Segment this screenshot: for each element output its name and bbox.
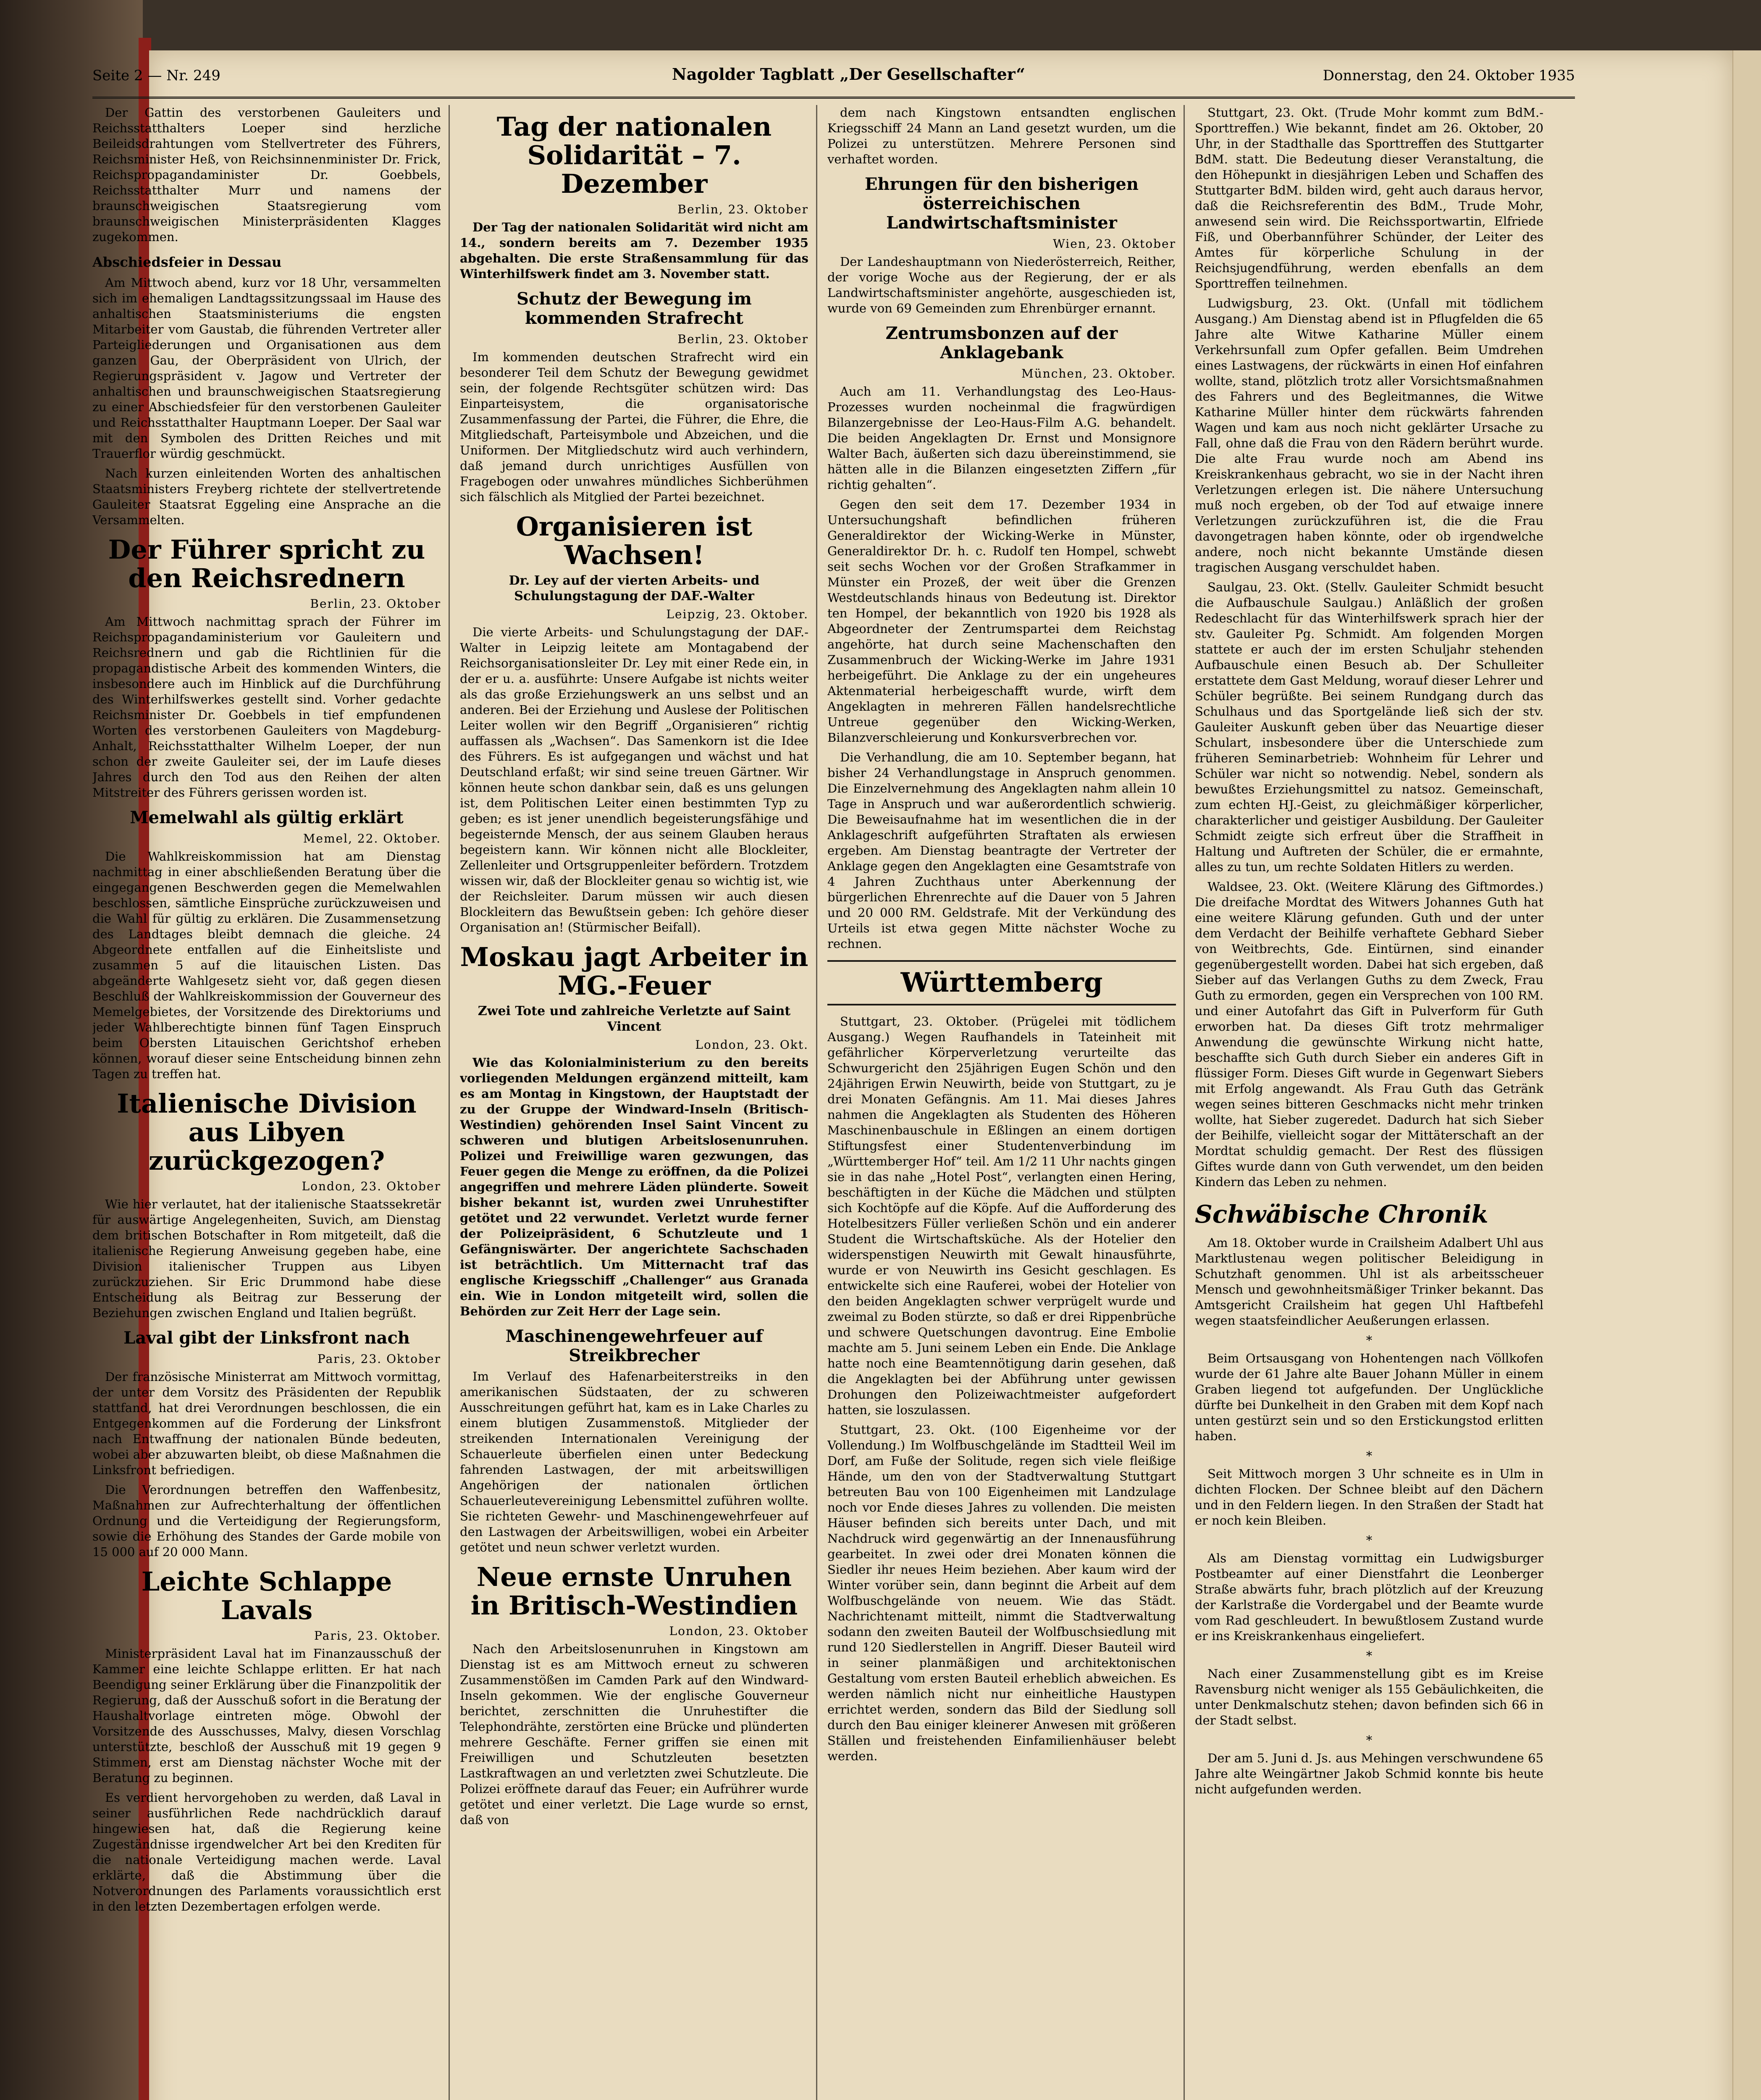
article-text: Ministerpräsident Laval hat im Finanzausschuß der Kammer eine leichte Schlappe erlitten. Er hat nach Beendigung seiner Erklärung über die Finanzpolitik der Regierung, daß der Ausschuß sofort in die Beratung der Haushaltvorlage eintreten möge. Obwohl der Vorsitzende des Ausschusses, Malvy, diesen Vorschlag unterstützte, beschloß der Ausschuß mit 19 gegen 9 Stimmen, erst am Dienstag nächster Woche mit der Beratung zu beginnen. (92, 1646, 441, 1785)
article-headline: Laval gibt der Linksfront nach (123, 1328, 410, 1348)
separator: * (1366, 1648, 1373, 1663)
article-text: Nach kurzen einleitenden Worten des anhaltischen Staatsministers Freyberg richtete der stellvertretende Gauleiter Staatsrat Eggeling eine Ansprache an die Versammelten. (92, 466, 441, 527)
dateline: Berlin, 23. Oktober (677, 332, 808, 346)
article-text: Gegen den seit dem 17. Dezember 1934 in Untersuchungshaft befindlichen früheren Generaldirektor der Wicking-Werke in Münster, Generaldirektor Dr. h. c. Rudolf ten Hompel, schwebt seit sechs Wochen vor der Großen Strafkammer in Münster ein Prozeß, der weit über die Grenzen Westdeutschlands hinaus von Bedeutung ist. Direktor ten Hompel, der bekanntlich von 1920 bis 1928 als Abgeordneter der Zentrumspartei dem Reichstag angehörte, hat durch seine Machenschaften den Zusammenbruch der Wicking-Werke im Jahre 1931 herbeigeführt. Die Anklage zu der ein ungeheures Aktenmaterial herbeigeschafft wurde, wirft dem Angeklagten in mehreren Fällen handelsrechtliche Untreue gegenüber den Wicking-Werken, Bilanzverschleierung und Konkursverbrechen vor. (827, 497, 1176, 745)
article-subheadline: Dr. Ley auf der vierten Arbeits- und Schulungstagung der DAF.-Walter (509, 573, 760, 604)
chronik-item: Als am Dienstag vormittag ein Ludwigsburger Postbeamter auf einer Dienstfahrt die Leonberger Straße abwärts fuhr, brach plötzlich auf der Kreuzung der Karlstraße die Vordergabel und der Beamte wurde vom Rad geschleudert. In bewußtlosem Zustand wurde er ins Kreiskrankenhaus eingeliefert. (1195, 1551, 1543, 1643)
chronik-item: Am 18. Oktober wurde in Crailsheim Adalbert Uhl aus Marktlustenau wegen politischer Beleidigung in Schutzhaft genommen. Uhl ist als arbeitsscheuer Mensch und gewohnheitsmäßiger Trinker bekannt. Das Amtsgericht Crailsheim hat gegen Uhl Haftbefehl wegen staatsfeindlicher Aeußerungen erlassen. (1195, 1236, 1543, 1328)
column-rule (1184, 105, 1185, 2100)
article-text: Stuttgart, 23. Okt. (100 Eigenheime vor der Vollendung.) Im Wolfbuschgelände im Stadtteil Weil im Dorf, am Fuße der Solitude, regen sich viele fleißige Hände, um den von der Stadtverwaltung Stuttgart betreuten Bau von 100 Eigenheimen mit Landzulage noch vor Ende dieses Jahres zu vollenden. Die meisten Häuser befinden sich bereits unter Dach, und mit Nachdruck wird gegenwärtig an der Innenausführung gearbeitet. In zwei oder drei Monaten können die Siedler ihr neues Heim beziehen. Aber kaum wird der Winter vorüber sein, dann beginnt die Arbeit auf dem Wolfbuschgelände von neuem. Wie das Städt. Nachrichtenamt mitteilt, nimmt die Stadtverwaltung sodann den zweiten Bauteil der Wolfbuschsiedlung mit rund 120 Siedlerstellen in Angriff. Dieser Bauteil wird in seiner planmäßigen und architektonischen Gestaltung vom ersten Bauteil erheblich abweichen. Es werden nämlich nicht nur einheitliche Haustypen errichtet werden, sondern das Bild der Siedlung soll durch den Bau einiger kleinerer Anwesen mit größeren Ställen und freistehenden Einfamilienhäuser belebt werden. (827, 1423, 1176, 1763)
article-headline: Moskau jagt Arbeiter in MG.-Feuer (460, 942, 808, 1001)
page-number: Seite 2 — Nr. 249 (92, 67, 220, 84)
dateline: London, 23. Okt. (695, 1038, 808, 1052)
article-headline: Zentrumsbonzen auf der Anklagebank (885, 323, 1118, 362)
dateline: Leipzig, 23. Oktober. (666, 607, 808, 621)
article-text: Der Gattin des verstorbenen Gauleiters und Reichsstatthalters Loeper sind herzliche Beileidsdrahtungen vom Stellvertreter des Führers, Reichsminister Heß, von Reichsinnenminister Dr. Frick, Reichspropagandaminister Dr. Goebbels, Reichsstatthalter Murr und namens der braunschweigischen Staatsregierung vom braunschweigischen Ministerpräsidenten Klagges zugekommen. (92, 105, 441, 244)
separator: * (1366, 1449, 1373, 1463)
chronik-item: Der am 5. Juni d. Js. aus Mehingen verschwundene 65 Jahre alte Weingärtner Jakob Schmid konnte bis heute nicht aufgefunden werden. (1195, 1751, 1543, 1796)
article-text: Waldsee, 23. Okt. (Weitere Klärung des Giftmordes.) Die dreifache Mordtat des Witwers Johannes Guth hat eine weitere Klärung gefunden. Guth und der unter dem Verdacht der Beihilfe verhaftete Gebhard Sieber von Weitbrechts, Gde. Eintürnen, sind einander gegenübergestellt worden. Dabei hat sich ergeben, daß Sieber auf das Verlangen Guths zu dem Zweck, Frau Guth zu ermorden, gegen ein Versprechen von 100 RM. und einer Autofahrt das Gift in Pulverform für Guth erworben hat. Da dieses Gift trotz mehrmaliger Anwendung die gewünschte Wirkung nicht hatte, beschaffte sich Guth durch Sieber ein anderes Gift in flüssiger Form. Dieses Gift wurde in Gegenwart Siebers mit Erfolg angewandt. Als Frau Guth das Getränk wegen seines bitteren Geschmacks nicht mehr trinken wollte, hat Sieber zugeredet. Dadurch hat sich Sieber der Beihilfe, vielleicht sogar der Mittäterschaft an der Mordtat schuldig gemacht. Der Rest des flüssigen Giftes wurde dann von Guth verwendet, um den beiden Kindern das Leben zu nehmen. (1195, 879, 1543, 1189)
column-4 (1195, 105, 1543, 2100)
separator: * (1366, 1533, 1373, 1547)
dateline: Memel, 22. Oktober. (303, 832, 441, 845)
dateline: Berlin, 23. Oktober (677, 202, 808, 216)
article-text: Auch am 11. Verhandlungstag des Leo-Haus-Prozesses wurden nocheinmal die fragwürdigen Bilanzergebnisse der Leo-Haus-Film A.G. behandelt. Die beiden Angeklagten Dr. Ernst und Monsignore Walter Bach, äußerten sich dazu übereinstimmend, sie hätten alle in die Bilanzen eingesetzten Ziffern „für richtig gehalten“. (827, 384, 1176, 492)
article-headline: Ehrungen für den bisherigen österreichischen Landwirtschaftsminister (865, 174, 1139, 233)
article-text: Stuttgart, 23. Oktober. (Prügelei mit tödlichem Ausgang.) Wegen Raufhandels in Tateinheit mit gefährlicher Körperverletzung verurteilte das Schwurgericht den 25jährigen Eugen Schön und den 24jährigen Erwin Neuwirth, beide von Stuttgart, zu je drei Monaten Gefängnis. Am 11. Mai dieses Jahres nahmen die Angeklagten als Studenten des Höheren Maschinenbauschule in Eßlingen an einem dortigen Stiftungsfest einer Studentenverbindung im „Württemberger Hof“ teil. Am 1/2 11 Uhr nachts gingen sie in das nahe „Hotel Post“, verlangten einen Hering, beschäftigten in der Küche die Mädchen und stülpten sich Kochtöpfe auf die Köpfe. Auf die Aufforderung des Hotelbesitzers Füller verließen Schön und ein anderer Student die Wirtschaftsküche. Als der Hotelier den widerspenstigen Neuwirth mit Gewalt hinausführte, wurde er von Neuwirth ins Gesicht geschlagen. Es entwickelte sich eine Rauferei, wobei der Hotelier von den beiden Angeklagten schwer verprügelt wurde und zweimal zu Boden stürzte, so daß er drei Rippenbrüche und schwere Quetschungen davontrug. Eine Embolie machte am 5. Juni seinem Leben ein Ende. Die Anklage hatte noch eine Beamtennötigung darin gesehen, daß die Angeklagten bei der Abführung unter gewissen Drohungen den Polizeiwachtmeister aufgefordert hatten, sie loszulassen. (827, 1014, 1176, 1417)
article-text: Saulgau, 23. Okt. (Stellv. Gauleiter Schmidt besucht die Aufbauschule Saulgau.) Anläßlich der großen Redeschlacht für das Winterhilfswerk sprach hier der stv. Gauleiter Pg. Schmidt. Am folgenden Morgen stattete er auch der im ersten Schuljahr stehenden Aufbauschule einen Besuch ab. Der Schulleiter erstattete dem Gast Meldung, worauf dieser Lehrer und Schüler begrüßte. Bei seinem Rundgang durch das Schulhaus und das Sportgelände ließ sich der stv. Gauleiter Auskunft geben über das Neuartige dieser Schulart, insbesondere über die Unterschiede zum früheren Seminarbetrieb: Wohnheim für Lehrer und Schüler war nicht so notwendig. Nebel, sondern als bewußtes Erziehungsmittel zu natsoz. Gemeinschaft, zum echten HJ.-Geist, zu gleichmäßiger körperlicher, charakterlicher und geistiger Ausbildung. Der Gauleiter Schmidt zeigte sich erfreut über die Straffheit in Haltung und Auftreten der Schüler, die er ermahnte, alles zu tun, um rechte Soldaten Hitlers zu werden. (1195, 580, 1543, 874)
article-headline: Leichte Schlappe Lavals (141, 1566, 392, 1625)
article-text: Im Verlauf des Hafenarbeiterstreiks in den amerikanischen Südstaaten, der zu schweren Ausschreitungen geführt hat, kam es in Lake Charles zu einem blutigen Zusammenstoß. Mitglieder der streikenden Internationalen Vereinigung der Schauerleute überfielen einen unter Bedeckung fahrenden Lastwagen, der mit arbeitswilligen Angehörigen der nationalen örtlichen Schauerleutevereinigung Lebensmittel zuführen wollte. Sie richteten Gewehr- und Maschinengewehrfeuer auf den Lastwagen der Arbeitswilligen, wobei ein Arbeiter getötet und neun schwer verletzt wurden. (460, 1369, 808, 1554)
chronik-item: Nach einer Zusammenstellung gibt es im Kreise Ravensburg nicht weniger als 155 Gebäulichkeiten, die unter Denkmalschutz stehen; davon befinden sich 66 in der Stadt selbst. (1195, 1667, 1543, 1727)
article-text: Wie hier verlautet, hat der italienische Staatssekretär für auswärtige Angelegenheiten, Suvich, am Dienstag dem britischen Botschafter in Rom mitgeteilt, daß die italienische Regierung Anweisung gegeben habe, eine Division italienischer Truppen aus Libyen zurückzuziehen. Sir Eric Drummond habe diese Entscheidung als Beitrag zur Besserung der Beziehungen zwischen England und Italien begrüßt. (92, 1197, 441, 1320)
article-headline: Tag der nationalen Solidarität – 7. Dezember (496, 111, 772, 199)
dateline: London, 23. Oktober (669, 1624, 808, 1638)
section-headline: Schwäbische Chronik (1195, 1200, 1488, 1228)
dateline: Wien, 23. Oktober (1053, 237, 1176, 251)
issue-date: Donnerstag, den 24. Oktober 1935 (1323, 67, 1575, 84)
separator: * (1366, 1333, 1373, 1347)
article-text: Am Mittwoch nachmittag sprach der Führer im Reichspropagandaministerium vor Gauleitern und Reichsrednern und gab die Richtlinien für die propagandistische Arbeit des kommenden Winters, die insbesondere auch im Hinblick auf die Durchführung des Winterhilfswerkes gestellt sind. Vorher gedachte Reichsminister Dr. Goebbels in tief empfundenen Worten des verstorbenen Gauleiters von Magdeburg-Anhalt, Reichsstatthalter Wilhelm Loeper, der nun schon der zweite Gauleiter sei, der im Laufe dieses Jahres durch den Tod aus den Reihen der alten Mitstreiter des Führers gerissen worden ist. (92, 614, 441, 800)
column-rule (449, 105, 450, 2100)
article-text: Stuttgart, 23. Okt. (Trude Mohr kommt zum BdM.-Sporttreffen.) Wie bekannt, findet am 26. Oktober, 20 Uhr, in der Stadthalle das Sporttreffen des Stuttgarter BdM. statt. Die Bedeutung dieser Veranstaltung, die den Höhepunkt in diesjährigen Leben und Schaffen des Stuttgarter BdM. bilden wird, geht auch daraus hervor, daß die Reichsreferentin des BdM., Trude Mohr, anwesend sein wird. Die Reichssportwartin, Elfriede Fiß, und Oberbannführer Schünder, der Leiter des Amtes für körperliche Schulung in der Reichsjugendführung, werden ebenfalls an dem Sporttreffen teilnehmen. (1195, 105, 1543, 291)
article-headline: Organisieren ist Wachsen! (516, 511, 753, 570)
article-text: Der Tag der nationalen Solidarität wird nicht am 14., sondern bereits am 7. Dezember 1935 abgehalten. Die erste Straßensammlung für das Winterhilfswerk findet am 3. November statt. (460, 220, 808, 281)
column-1 (92, 105, 441, 2100)
article-headline: Italienische Division aus Libyen zurückgezogen? (117, 1088, 417, 1176)
article-headline: Abschiedsfeier in Dessau (92, 254, 282, 270)
article-headline: Schutz der Bewegung im kommenden Strafrecht (517, 289, 752, 328)
dateline: London, 23. Oktober (302, 1179, 441, 1193)
column-rule (816, 105, 817, 2100)
article-headline: Memelwahl als gültig erklärt (130, 808, 404, 827)
article-text: Ludwigsburg, 23. Okt. (Unfall mit tödlichem Ausgang.) Am Dienstag abend ist in Pflugfelden die 65 Jahre alte Witwe Katharine Müller einem Verkehrsunfall zum Opfer gefallen. Beim Umdrehen eines Lastwagens, der rückwärts in einen Hof einfahren wollte, stand, plötzlich trotz aller Vorsichtsmaßnahmen des Fahrers und des Begleitmannes, die Witwe Katharine Müller hinter dem rückwärts fahrenden Wagen und kam aus noch nicht geklärter Ursache zu Fall, ohne daß die Frau von den Rädern berührt wurde. Die alte Frau wurde noch am Abend ins Kreiskrankenhaus gebracht, wo sie in der Nacht ihren Verletzungen erlegen ist. Die nähere Untersuchung muß noch ergeben, ob der Tod auf etwaige innere Verletzungen zurückzuführen ist, die die Frau davongetragen haben könnte, oder ob irgendwelche andere, noch nicht bekannte Umstände diesen tragischen Ausgang verschuldet haben. (1195, 296, 1543, 575)
article-headline: Maschinengewehrfeuer auf Streikbrecher (505, 1326, 763, 1365)
article-subheadline: Zwei Tote und zahlreiche Verletzte auf Saint Vincent (478, 1004, 791, 1034)
article-text: Es verdient hervorgehoben zu werden, daß Laval in seiner ausführlichen Rede nachdrücklich darauf hingewiesen hat, daß die Regierung keine Zugeständnisse irgendwelcher Art bei den Krediten für die nationale Verteidigung machen werde. Laval erklärte, daß die Abstimmung über die Notverordnungen des Parlaments voraussichtlich erst in den letzten Dezembertagen erfolgen werde. (92, 1790, 441, 1914)
article-text: Die vierte Arbeits- und Schulungstagung der DAF.-Walter in Leipzig leitete am Montagabend der Reichsorganisationsleiter Dr. Ley mit einer Rede ein, in der er u. a. ausführte: Unsere Aufgabe ist nichts weiter als das große Erziehungswerk an uns selbst und an anderen. Bei der Erziehung und Auslese der Politischen Leiter wollen wir den Begriff „Organisieren“ richtig auffassen als „Wachsen“. Das Samenkorn ist die Idee des Führers. Es ist aufgegangen und wächst und hat Deutschland erfaßt; wir sind seine treuen Gärtner. Wir können heute schon dankbar sein, daß es uns gelungen ist, dem Politischen Leiter einen bestimmten Typ zu geben; es ist jener unendlich begeisterungsfähige und begeisternde Mensch, der aus seinem Glauben heraus begeistern kann. Wir können nicht alle Blockleiter, Zellenleiter und Ortsgruppenleiter befördern. Trotzdem wissen wir, daß der Blockleiter genau so wichtig ist, wie der Reichsleiter. Darum müssen wir auch diesen Blockleitern das Bewußtsein geben: Ich gehöre dieser Organisation an! (Stürmischer Beifall). (460, 625, 808, 934)
dateline: Paris, 23. Oktober (317, 1352, 441, 1366)
chronik-item: Beim Ortsausgang von Hohentengen nach Völlkofen wurde der 61 Jahre alte Bauer Johann Müller in einem Graben liegend tot aufgefunden. Der Unglückliche dürfte bei Dunkelheit in den Graben mit dem Kopf nach unten gestürzt sein und so den Erstickungstod erlitten haben. (1195, 1351, 1543, 1443)
dateline: München, 23. Oktober. (1021, 367, 1176, 381)
article-text: Nach den Arbeitslosenunruhen in Kingstown am Dienstag ist es am Mittwoch erneut zu schweren Zusammenstößen im Camden Park auf den Windward-Inseln gekommen. Wie der englische Gouverneur berichtet, zerschnitten die Unruhestifter die Telephondrähte, zerstörten eine Brücke und plünderten mehrere Geschäfte. Ferner griffen sie einen mit Freiwilligen und Schutzleuten besetzten Lastkraftwagen an und verletzten zwei Schutzleute. Die Polizei eröffnete darauf das Feuer; ein Aufrührer wurde getötet und einer verletzt. Die Lage wurde so ernst, daß von (460, 1642, 808, 1827)
masthead-title: Nagolder Tagblatt „Der Gesellschafter“ (672, 65, 1025, 84)
article-headline: Der Führer spricht zu den Reichsrednern (108, 534, 425, 593)
article-text: Wie das Kolonialministerium zu den bereits vorliegenden Meldungen ergänzend mitteilt, kam es am Montag in Kingstown, der Hauptstadt der zu der Gruppe der Windward-Inseln (Britisch-Westindien) gehörenden Insel Saint Vincent zu schweren und blutigen Arbeitslosenunruhen. Polizei und Freiwillige waren gezwungen, das Feuer gegen die Menge zu eröffnen, da die Polizei angegriffen und mehrere Läden plünderte. Soweit bisher bekannt ist, wurden zwei Unruhestifter getötet und 22 verwundet. Verletzt wurde ferner der Polizeipräsident, 6 Schutzleute und 1 Gefängniswärter. Der angerichtete Sachschaden ist beträchtlich. Um Mitternacht traf das englische Kriegsschiff „Challenger“ aus Granada ein. Wie in London mitgeteilt wird, sollen die Behörden zur Zeit Herr der Lage sein. (460, 1055, 808, 1318)
column-3 (827, 105, 1176, 2100)
dateline: Paris, 23. Oktober. (314, 1629, 441, 1643)
article-text: Der Landeshauptmann von Niederösterreich, Reither, der vorige Woche aus der Regierung, der er als Landwirtschaftsminister angehörte, ausgeschieden ist, wurde von 69 Gemeinden zum Ehrenbürger ernannt. (827, 255, 1176, 315)
article-text: Im kommenden deutschen Strafrecht wird ein besonderer Teil dem Schutz der Bewegung gewidmet sein, der folgende Rechtsgüter schützen wird: Das Einparteisystem, die organisatorische Zusammenfassung der Partei, die Führer, die Ehre, die Mitgliedschaft, Parteisymbole und Abzeichen, und die Uniformen. Der Mitgliedschutz wird auch verhindern, daß jemand durch unrichtiges Ausfüllen von Fragebogen oder unwahres mündliches Sichberühmen sich fälschlich als Mitglied der Partei bezeichnet. (460, 350, 808, 504)
article-text: Die Verordnungen betreffen den Waffenbesitz, Maßnahmen zur Aufrechterhaltung der öffentlichen Ordnung und die Verteidigung der Regierungsform, sowie die Erhöhung des Standes der Garde mobile von 15 000 auf 20 000 Mann. (92, 1483, 441, 1559)
dateline: Berlin, 23. Oktober (310, 597, 441, 611)
article-text: Der französische Ministerrat am Mittwoch vormittag, der unter dem Vorsitz des Präsidenten der Republik stattfand, hat drei Verordnungen beschlossen, die ein Entgegenkommen auf die Forderung der Linksfront nach Entwaffnung der nationalen Bünde bedeuten, wobei aber abzuwarten bleibt, ob diese Maßnahmen die Linksfront befriedigen. (92, 1370, 441, 1477)
next-page-edge (1732, 50, 1761, 2100)
column-2 (460, 105, 808, 2100)
page-header (92, 59, 1575, 99)
article-text: Am Mittwoch abend, kurz vor 18 Uhr, versammelten sich im ehemaligen Landtagssitzungssaal im Hause des anhaltischen Staatsministeriums die engsten Mitarbeiter vom Gaustab, die führenden Vertreter aller Parteigliederungen und Organisationen aus dem ganzen Gau, der Oberpräsident von Ulrich, der Regierungspräsident v. Jagow und Vertreter der anhaltischen und braunschweigischen Staatsregierung zu einer Abschiedsfeier für den verstorbenen Gauleiter und Reichsstatthalter Hauptmann Loeper. Der Saal war mit den Symbolen des Dritten Reiches und mit Trauerflor würdig geschmückt. (92, 276, 441, 461)
article-text: Die Wahlkreiskommission hat am Dienstag nachmittag in einer abschließenden Beratung über die eingegangenen Beschwerden gegen die Memelwahlen beschlossen, sämtliche Einsprüche zurückzuweisen und die Wahl für gültig zu erklären. Die Zusammensetzung des Landtages bleibt demnach die gleiche. 24 Abgeordnete entfallen auf die Einheitsliste und zusammen 5 auf die litauischen Listen. Das abgeänderte Wahlgesetz sieht vor, daß gegen diesen Beschluß der Wahlkreiskommission der Gouverneur des Memelgebietes, der Vorsitzende des Direktoriums und jeder Wahlberechtigte binnen fünf Tagen Einspruch beim Obersten Litauischen Gerichtshof erheben können, worauf dieser seine Entscheidung binnen zehn Tagen zu treffen hat. (92, 849, 441, 1081)
separator: * (1366, 1733, 1373, 1747)
article-text: Die Verhandlung, die am 10. September begann, hat bisher 24 Verhandlungstage in Anspruch genommen. Die Einzelvernehmung des Angeklagten nahm allein 10 Tage in Anspruch und war außerordentlich schwierig. Die Beweisaufnahme hat im wesentlichen die in der Anklageschrift aufgeführten Straftaten als erwiesen ergeben. Am Dienstag beantragte der Vertreter der Anklage gegen den Angeklagten eine Gesamtstrafe von 4 Jahren Zuchthaus unter Aberkennung der bürgerlichen Ehrenrechte auf die Dauer von 5 Jahren und 20 000 RM. Geldstrafe. Mit der Verkündung des Urteils ist etwa gegen Mitte nächster Woche zu rechnen. (827, 750, 1176, 951)
article-text: dem nach Kingstown entsandten englischen Kriegsschiff 24 Mann an Land gesetzt wurden, um die Polizei zu unterstützen. Mehrere Personen sind verhaftet worden. (827, 105, 1176, 166)
chronik-item: Seit Mittwoch morgen 3 Uhr schneite es in Ulm in dichten Flocken. Der Schnee bleibt auf den Dächern und in den Feldern liegen. In den Straßen der Stadt hat er noch kein Bleiben. (1195, 1467, 1543, 1528)
section-banner: Württemberg (827, 960, 1176, 1005)
article-headline: Neue ernste Unruhen in Britisch-Westindien (470, 1562, 798, 1621)
